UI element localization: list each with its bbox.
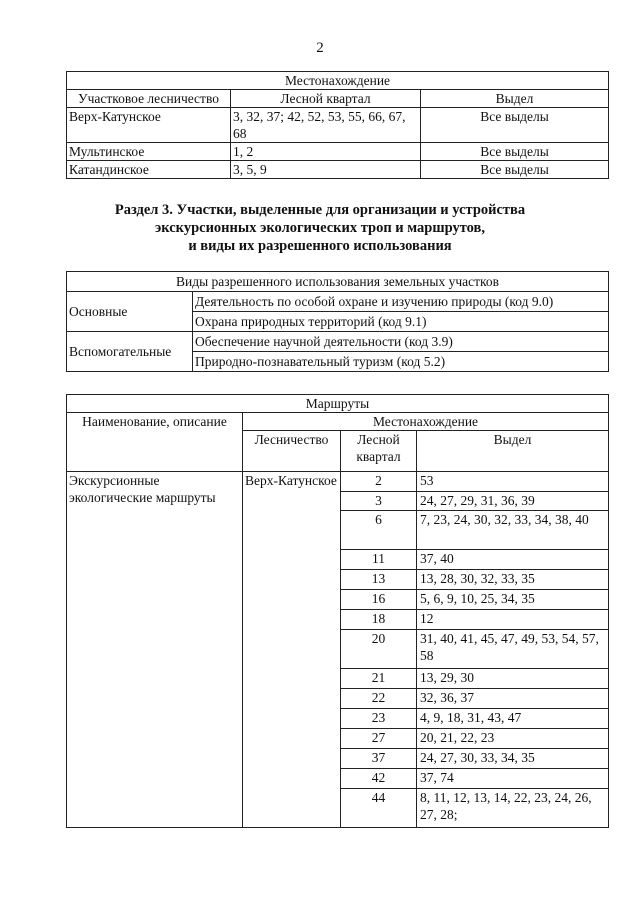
route-quarter-cell: 2 [341, 472, 417, 492]
route-vydel-cell: 37, 74 [417, 769, 609, 789]
route-vydel-cell: 8, 11, 12, 13, 14, 22, 23, 24, 26, 27, 28; [417, 789, 609, 828]
table-row [67, 292, 609, 312]
route-vydel-cell: 37, 40 [417, 550, 609, 570]
routes-location-header: Местонахождение [243, 413, 609, 431]
usage-group-auxiliary: Вспомогательные [67, 332, 193, 372]
routes-table [66, 394, 609, 828]
route-quarter-cell: 22 [341, 689, 417, 709]
route-quarter-cell: 42 [341, 769, 417, 789]
route-vydel-cell: 24, 27, 30, 33, 34, 35 [417, 749, 609, 769]
section-title-line-3: и виды их разрешенного использования [188, 238, 452, 254]
routes-vydel-header: Выдел [417, 431, 609, 472]
routes-name-header: Наименование, описание [67, 413, 243, 472]
location-table [66, 71, 609, 179]
usage-table [66, 271, 609, 372]
route-vydel-cell: 13, 29, 30 [417, 669, 609, 689]
route-quarter-cell: 27 [341, 729, 417, 749]
location-group-header: Местонахождение [67, 72, 609, 90]
route-forestry-cell: Верх-Катунское [243, 472, 341, 828]
route-vydel-cell: 20, 21, 22, 23 [417, 729, 609, 749]
quarter-cell: 1, 2 [231, 143, 421, 161]
route-quarter-cell: 44 [341, 789, 417, 828]
route-vydel-cell: 5, 6, 9, 10, 25, 34, 35 [417, 590, 609, 610]
route-vydel-cell: 31, 40, 41, 45, 47, 49, 53, 54, 57, 58 [417, 630, 609, 669]
route-name-cell: Экскурсионные экологические маршруты [67, 472, 243, 828]
usage-item: Природно-познавательный туризм (код 5.2) [193, 352, 609, 372]
route-quarter-cell: 37 [341, 749, 417, 769]
usage-item: Обеспечение научной деятельности (код 3.9) [193, 332, 609, 352]
vydel-cell: Все выделы [421, 143, 609, 161]
section-title [0, 201, 640, 255]
header-quarter: Лесной квартал [231, 90, 421, 108]
usage-group-main: Основные [67, 292, 193, 332]
table-row [67, 108, 609, 143]
routes-quarter-header: Лесной квартал [341, 431, 417, 472]
table-row [67, 332, 609, 352]
header-vydel: Выдел [421, 90, 609, 108]
page-number: 2 [316, 40, 324, 56]
route-vydel-cell: 13, 28, 30, 32, 33, 35 [417, 570, 609, 590]
header-forestry: Участковое лесничество [67, 90, 231, 108]
route-vydel-cell: 53 [417, 472, 609, 492]
route-quarter-cell: 18 [341, 610, 417, 630]
table-row [67, 143, 609, 161]
route-vydel-cell: 4, 9, 18, 31, 43, 47 [417, 709, 609, 729]
route-quarter-cell: 21 [341, 669, 417, 689]
route-vydel-cell: 32, 36, 37 [417, 689, 609, 709]
route-quarter-cell: 16 [341, 590, 417, 610]
route-vydel-cell: 24, 27, 29, 31, 36, 39 [417, 492, 609, 511]
routes-forestry-header: Лесничество [243, 431, 341, 472]
route-quarter-cell: 11 [341, 550, 417, 570]
vydel-cell: Все выделы [421, 108, 609, 143]
route-quarter-cell: 13 [341, 570, 417, 590]
table-row [67, 161, 609, 179]
section-title-line-2: экскурсионных экологических троп и маршрутов, [154, 220, 486, 236]
route-vydel-cell: 12 [417, 610, 609, 630]
route-quarter-cell: 23 [341, 709, 417, 729]
forestry-cell: Верх-Катунское [67, 108, 231, 143]
route-quarter-cell: 6 [341, 511, 417, 550]
forestry-cell: Мультинское [67, 143, 231, 161]
quarter-cell: 3, 5, 9 [231, 161, 421, 179]
route-quarter-cell: 20 [341, 630, 417, 669]
route-quarter-cell: 3 [341, 492, 417, 511]
routes-title: Маршруты [67, 395, 609, 413]
table-row [67, 472, 609, 492]
usage-item: Деятельность по особой охране и изучению природы (код 9.0) [193, 292, 609, 312]
usage-header: Виды разрешенного использования земельных участков [67, 272, 609, 292]
route-vydel-cell: 7, 23, 24, 30, 32, 33, 34, 38, 40 [417, 511, 609, 550]
usage-item: Охрана природных территорий (код 9.1) [193, 312, 609, 332]
quarter-cell: 3, 32, 37; 42, 52, 53, 55, 66, 67, 68 [231, 108, 421, 143]
forestry-cell: Катандинское [67, 161, 231, 179]
vydel-cell: Все выделы [421, 161, 609, 179]
section-title-line-1: Раздел 3. Участки, выделенные для организации и устройства [114, 202, 526, 218]
